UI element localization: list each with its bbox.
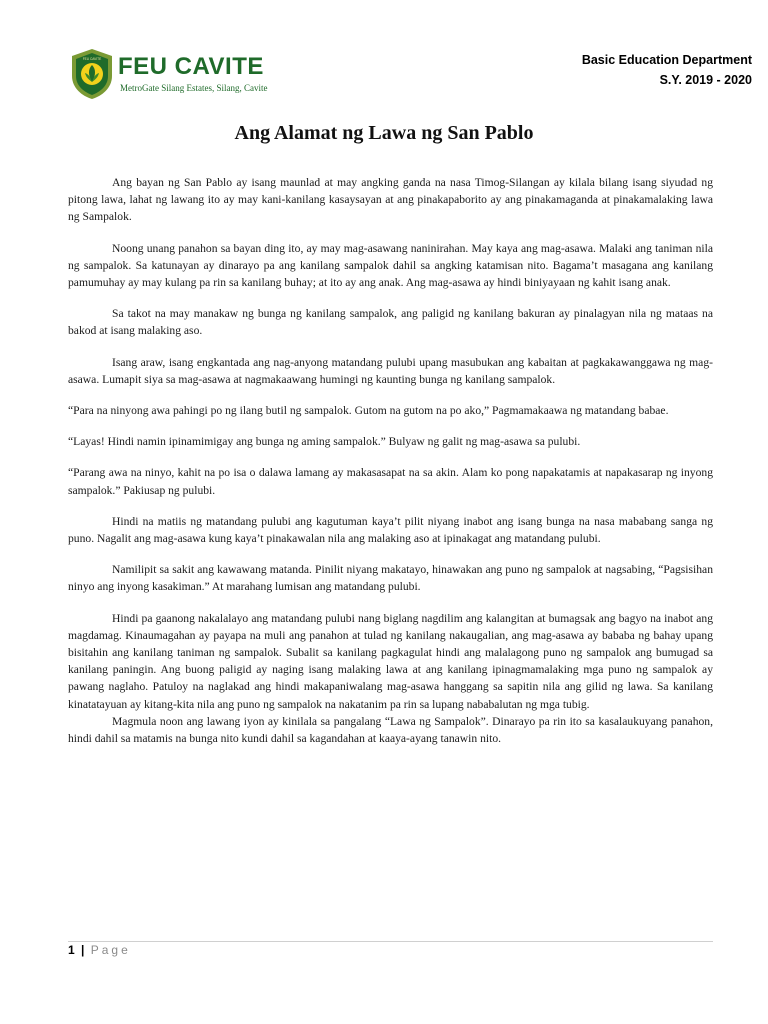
school-logo [70,48,310,104]
paragraph: Isang araw, isang engkantada ang nag-anyong matandang pulubi upang masubukan ang kabaitan at pagkakawanggawa ng mag-asawa. Lumapit siya sa mag-asawa at nagmakaawang humingi ng kaunting bunga ng kanilang sampalok. [68,355,713,386]
page-number: 1 [68,943,75,957]
page-footer [68,943,131,957]
footer-divider [68,941,713,942]
paragraph: Sa takot na may manakaw ng bunga ng kanilang sampalok, ang paligid ng kanilang bakuran ay pinalagyan nila ng mataas na bakod at isang malaking aso. [68,307,713,338]
seal-text: FEU CAVITE [82,57,102,61]
department-name: Basic Education Department [581,53,752,67]
page-label: Page [90,943,131,957]
brand-address: MetroGate Silang Estates, Silang, Cavite [120,83,268,93]
dialogue-paragraph: “Para na ninyong awa pahingi po ng ilang butil ng sampalok. Gutom na gutom na po ako,” Pagmamakaawa ng matandang babae. [68,404,669,418]
story-body [68,174,713,761]
department-info [582,50,752,90]
document-title: Ang Alamat ng Lawa ng San Pablo [234,122,534,144]
paragraph: Magmula noon ang lawang iyon ay kinilala sa pangalang “Lawa ng Sampalok”. Dinarayo pa rin ito sa kasalaukuyang panahon, hindi dahil sa matamis na bunga nito kundi dahil sa kagandahan at kaaya-ayang tanawin nito. [68,714,713,746]
brand-name: FEU CAVITE [118,53,264,80]
dialogue-paragraph: “Layas! Hindi namin ipinamimigay ang bunga ng aming sampalok.” Bulyaw ng galit ng mag-asawa sa pulubi. [68,435,581,449]
school-year: S.Y. 2019 - 2020 [659,73,752,87]
feu-seal-icon [70,48,114,100]
dialogue-paragraph: “Parang awa na ninyo, kahit na po isa o dalawa lamang ay makasasapat na sa akin. Alam ko pong napakatamis at napakasarap ng inyong sampalok.” Pakiusap ng pulubi. [68,466,713,497]
paragraph: Ang bayan ng San Pablo ay isang maunlad at may angking ganda na nasa Timog-Silangan ay kilala bilang isang siyudad ng pitong lawa, lahat ng lawang ito ay may kani-kanilang kasaysayan at ang pinakapaborito ay ang pinakamaganda at pinakamalaking lawa ng Sampalok. [68,176,713,224]
page-separator: | [81,943,85,957]
paragraph: Hindi pa gaanong nakalalayo ang matandang pulubi nang biglang nagdilim ang kalangitan at bumagsak ang bagyo na inabot ang magdamag. Kinaumagahan ay payapa na muli ang panahon at tulad ng kanilang nakaugalian, ang mag-asawa ay bababa ng bahay upang bisitahin ang kanilang taniman ng sampalok. Subalit sa kanilang pagkagulat hindi ang malalagong puno ng sampalok ang bumugad sa kanilang paningin. Ang buong paligid ay naging isang malaking lawa at ang kanilang ipinagmamalaking mga puno ng sampalok ay pawang naglaho. Patuloy na naglakad ang hindi makapaniwalang mag-asawa hanggang sa sapitin nila ang gilid ng lawa. Sa kanilang kinatatayuan ay kitang-kita nila ang puno ng sampalok na nakatanim pa rin sa lupang nababalutan ng mga tubig. [68,611,713,711]
paragraph: Noong unang panahon sa bayan ding ito, ay may mag-asawang naninirahan. May kaya ang mag-asawa. Malaki ang taniman nila ng sampalok. Sa katunayan ay dinarayo pa ang kanilang sampalok dahil sa angking katamisan nito. Bagama’t masagana ang kanilang pamumuhay ay may kulang pa rin sa kanilang buhay; at ito ay ang anak. Ang mag-asawa ay hindi biniyayaan ng kahit isang anak. [68,241,713,290]
paragraph: Namilipit sa sakit ang kawawang matanda. Pinilit niyang makatayo, hinawakan ang puno ng sampalok at nagsabing, “Pagsisihan ninyo ang inyong kasakiman.” At marahang lumisan ang matandang pulubi. [68,563,713,594]
paragraph: Hindi na matiis ng matandang pulubi ang kagutuman kaya’t pilit niyang inabot ang isang bunga na nasa mababang sanga ng puno. Nagalit ang mag-asawa kung kaya’t pinakawalan nila ang malaking aso at ipinakagat ang matandang pulubi. [68,514,713,546]
